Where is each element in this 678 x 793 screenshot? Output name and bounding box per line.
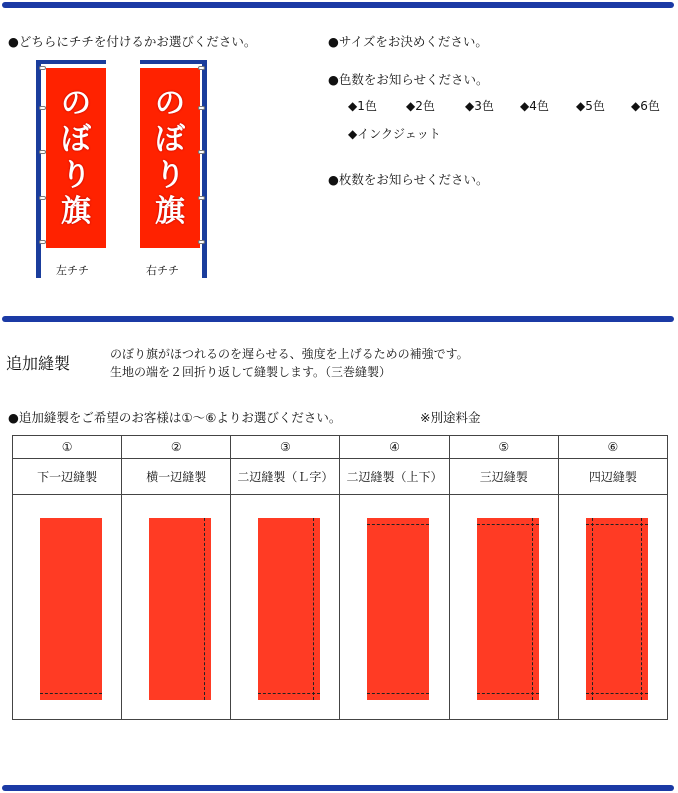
option-number-2[interactable]: ② [122, 436, 231, 459]
flag-pole [36, 60, 41, 278]
chichi-loop [198, 106, 205, 110]
option-number-3[interactable]: ③ [231, 436, 340, 459]
flag-banner [140, 68, 200, 248]
seam-line-bottom [367, 693, 429, 694]
sewing-diagram [122, 495, 230, 719]
chichi-loop [39, 240, 46, 244]
chichi-loop [39, 106, 46, 110]
seam-line-bottom [477, 693, 539, 694]
color-option-3[interactable]: ◆3色 [465, 99, 494, 113]
option-name-1[interactable]: 下一辺縫製 [13, 459, 122, 495]
fabric-swatch [40, 518, 102, 700]
option-name-6[interactable]: 四辺縫製 [558, 459, 667, 495]
flag-pole [202, 60, 207, 278]
middle-divider [2, 316, 674, 322]
seam-line-bottom [40, 693, 102, 694]
color-option-1[interactable]: ◆1色 [348, 99, 377, 113]
seam-line-left [592, 518, 593, 700]
color-option-5[interactable]: ◆5色 [576, 99, 605, 113]
fabric-swatch [367, 518, 429, 700]
chichi-loop [198, 240, 205, 244]
chichi-loop [198, 196, 205, 200]
top-divider [2, 2, 674, 8]
color-option-2[interactable]: ◆2色 [406, 99, 435, 113]
seam-line-right [641, 518, 642, 700]
sewing-desc-line2: 生地の端を２回折り返して縫製します。（三巻縫製） [110, 365, 392, 379]
seam-line-right [532, 518, 533, 700]
size-heading: ●サイズをお決めください。 [328, 34, 488, 49]
sewing-instruction: ●追加縫製をご希望のお客様は①～⑥よりお選びください。 [8, 410, 342, 425]
chichi-loop [39, 150, 46, 154]
seam-line-right [313, 518, 314, 700]
flag-top-bar [140, 60, 206, 64]
option-diagram-cell[interactable] [231, 495, 340, 720]
option-number-4[interactable]: ④ [340, 436, 449, 459]
sewing-options-table [12, 435, 668, 720]
seam-line-right [204, 518, 205, 700]
option-name-5[interactable]: 三辺縫製 [449, 459, 558, 495]
sewing-diagram [13, 495, 121, 719]
bottom-divider [2, 785, 674, 791]
option-diagram-cell[interactable] [340, 495, 449, 720]
inkjet-option[interactable]: ◆インクジェット [348, 127, 441, 141]
left-chichi-flag[interactable] [36, 60, 108, 280]
right-chichi-flag[interactable] [138, 60, 210, 280]
fabric-swatch [258, 518, 320, 700]
flag-text: の ぼ り 旗 [155, 86, 185, 229]
fabric-swatch [149, 518, 211, 700]
sewing-title: 追加縫製 [6, 354, 71, 373]
sewing-diagram [450, 495, 558, 719]
seam-line-bottom [586, 693, 648, 694]
chichi-loop [198, 66, 205, 70]
colors-heading: ●色数をお知らせください。 [328, 72, 489, 87]
chichi-loop [39, 196, 46, 200]
fabric-swatch [586, 518, 648, 700]
extra-fee-note: ※別途料金 [420, 410, 481, 425]
option-name-4[interactable]: 二辺縫製（上下） [340, 459, 449, 495]
seam-line-top [367, 524, 429, 525]
seam-line-top [477, 524, 539, 525]
option-diagram-cell[interactable] [449, 495, 558, 720]
option-number-6[interactable]: ⑥ [558, 436, 667, 459]
color-option-4[interactable]: ◆4色 [520, 99, 549, 113]
flag-text: の ぼ り 旗 [61, 86, 91, 229]
option-diagram-cell[interactable] [122, 495, 231, 720]
left-chichi-caption: 左チチ [56, 264, 89, 277]
flag-banner [46, 68, 106, 248]
option-name-3[interactable]: 二辺縫製（Ｌ字） [231, 459, 340, 495]
sewing-diagram [559, 495, 667, 719]
right-chichi-caption: 右チチ [146, 264, 179, 277]
chichi-loop [39, 66, 46, 70]
flag-top-bar [36, 60, 106, 64]
option-diagram-cell[interactable] [13, 495, 122, 720]
color-option-6[interactable]: ◆6色 [631, 99, 660, 113]
chichi-heading: ●どちらにチチを付けるかお選びください。 [8, 34, 257, 49]
seam-line-bottom [258, 693, 320, 694]
sewing-diagram [231, 495, 339, 719]
option-diagram-cell[interactable] [558, 495, 667, 720]
seam-line-top [586, 524, 648, 525]
sewing-desc-line1: のぼり旗がほつれるのを遅らせる、強度を上げるための補強です。 [110, 347, 469, 361]
option-name-2[interactable]: 横一辺縫製 [122, 459, 231, 495]
quantity-heading: ●枚数をお知らせください。 [328, 172, 489, 187]
option-number-1[interactable]: ① [13, 436, 122, 459]
sewing-diagram [340, 495, 448, 719]
fabric-swatch [477, 518, 539, 700]
option-number-5[interactable]: ⑤ [449, 436, 558, 459]
chichi-loop [198, 150, 205, 154]
